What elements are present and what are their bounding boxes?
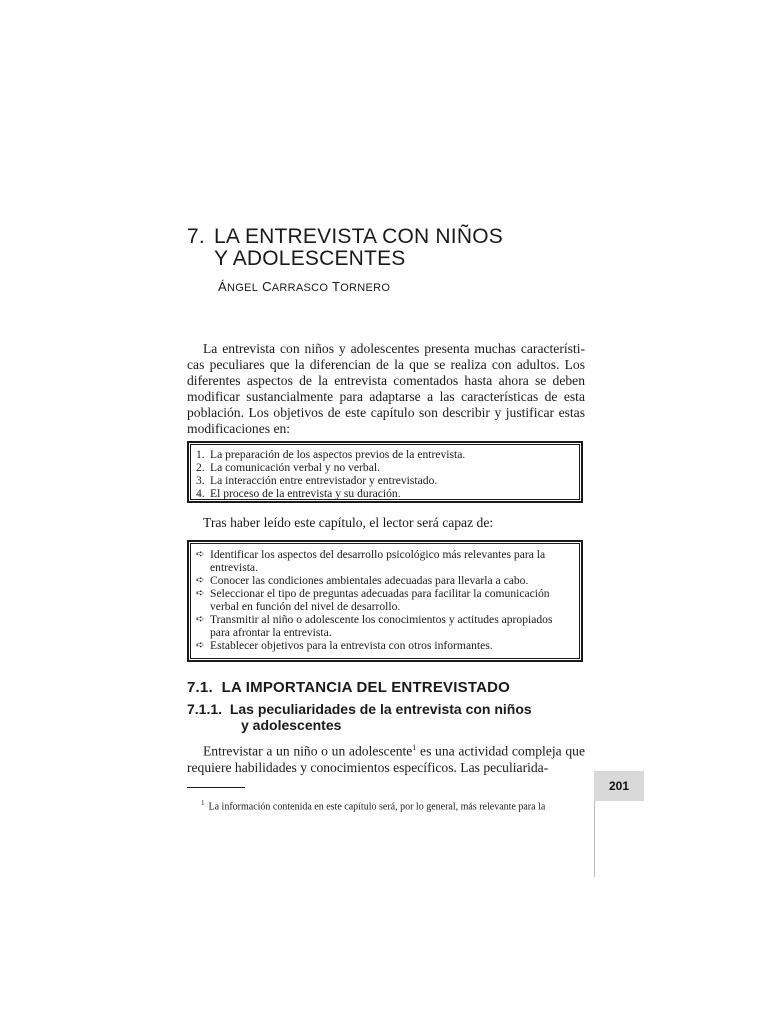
author-last1-initial: C xyxy=(262,279,272,294)
list-number: 1. xyxy=(196,448,205,461)
lead-text: Tras haber leído este capítulo, el lector será capaz de: xyxy=(203,515,494,530)
list-item xyxy=(196,461,574,474)
page-number: 201 xyxy=(608,779,630,793)
subsection-title-line2: y adolescentes xyxy=(241,717,342,733)
list-number: 4. xyxy=(196,487,205,500)
list-number: 3. xyxy=(196,474,205,487)
list-item xyxy=(196,639,574,652)
list-text: La preparación de los aspectos previos de la entrevista. xyxy=(210,448,466,461)
footnote-ref[interactable]: 1 xyxy=(412,743,417,752)
arrow-right-icon: ➪ xyxy=(196,575,205,586)
footnote-divider xyxy=(187,787,245,788)
chapter-title-line2: Y ADOLESCENTES xyxy=(214,247,406,270)
footnote-text: La información contenida en este capítulo será, por lo general, más relevante para la xyxy=(208,801,546,813)
section-heading xyxy=(187,679,510,696)
author-first-initial: Á xyxy=(218,279,227,294)
subsection-title-line1: Las peculiaridades de la entrevista con niños xyxy=(229,701,532,717)
chapter-number: 7. xyxy=(187,225,205,248)
list-item xyxy=(196,448,574,461)
list-item xyxy=(196,487,574,500)
section-title: LA IMPORTANCIA DEL ENTREVISTADO xyxy=(221,679,511,696)
objectives-list xyxy=(196,448,574,500)
objectives-box xyxy=(187,441,583,503)
list-text: Conocer las condiciones ambientales adecuadas para llevarla a cabo. xyxy=(210,574,529,587)
goals-box xyxy=(187,540,583,662)
chapter-title-line1: LA ENTREVISTA CON NIÑOS xyxy=(214,225,503,248)
list-text: Seleccionar el tipo de preguntas adecuadas para facilitar la comunicación verbal en función del nivel de desarrollo. xyxy=(210,587,550,613)
section-number: 7.1. xyxy=(187,679,213,696)
list-text: La comunicación verbal y no verbal. xyxy=(210,461,380,474)
arrow-right-icon: ➪ xyxy=(196,549,205,560)
list-text: Establecer objetivos para la entrevista con otros informantes. xyxy=(210,639,493,652)
intro-paragraph: La entrevista con niños y adolescentes presenta muchas características peculiares que la diferencian de la que se realiza con adultos. Los diferentes aspectos de la entrevista comentados hasta ahora se deben modificar sustancialmente para adaptarse a las características de esta población. Los objetivos de este capítulo son describir y justificar estas modificaciones en: xyxy=(187,341,585,436)
author-first-rest: NGEL xyxy=(226,282,259,294)
footnote xyxy=(201,797,585,813)
list-item xyxy=(196,474,574,487)
arrow-right-icon: ➪ xyxy=(196,614,205,625)
list-text: La interacción entre entrevistador y entrevistado. xyxy=(210,474,438,487)
author-last1-rest: ARRASCO xyxy=(271,282,329,294)
list-item xyxy=(196,548,574,574)
list-item xyxy=(196,574,574,587)
author-last2-initial: T xyxy=(331,279,341,294)
author-last2-rest: ORNERO xyxy=(340,282,391,294)
arrow-right-icon: ➪ xyxy=(196,588,205,599)
body-text-start: Entrevistar a un niño o un adolescente xyxy=(203,743,413,759)
list-item xyxy=(196,613,574,639)
list-text: El proceso de la entrevista y su duración. xyxy=(210,487,401,500)
list-text: Transmitir al niño o adolescente los conocimientos y actitudes apropiados para afrontar la entrevista. xyxy=(210,613,553,639)
body-paragraph xyxy=(187,740,585,776)
author-name xyxy=(218,279,390,294)
margin-rule xyxy=(594,801,595,877)
goals-list xyxy=(196,548,574,652)
chapter-title xyxy=(187,226,607,270)
page-number-tab xyxy=(594,771,644,801)
list-number: 2. xyxy=(196,461,205,474)
arrow-right-icon: ➪ xyxy=(196,640,205,651)
list-item xyxy=(196,587,574,613)
body-text-end: es una actividad compleja que requiere habilidades y conocimientos específicos. Las peculiarida- xyxy=(187,743,585,775)
list-text: Identificar los aspectos del desarrollo psicológico más relevantes para la entrevista. xyxy=(210,548,546,574)
subsection-number: 7.1.1. xyxy=(187,701,223,717)
footnote-number: 1 xyxy=(201,799,205,807)
subsection-heading xyxy=(187,701,587,733)
